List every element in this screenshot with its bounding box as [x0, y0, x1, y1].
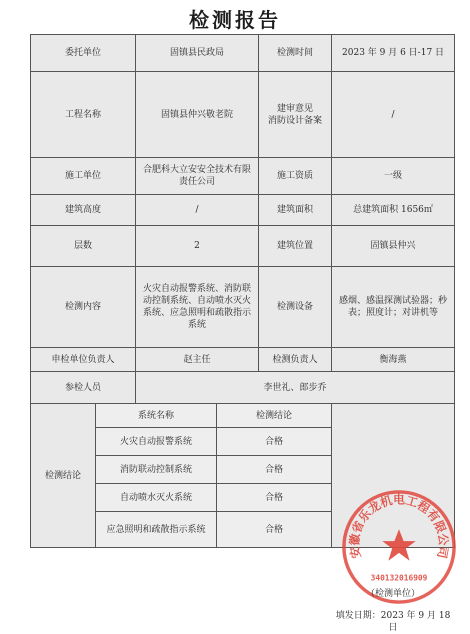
participants-label: 参检人员 — [31, 372, 136, 404]
floors-label: 层数 — [31, 226, 136, 267]
system-result: 合格 — [217, 512, 332, 548]
report-title: 检测报告 — [189, 8, 281, 32]
contractor-value: 合肥科大立安安全技术有限责任公司 — [136, 158, 259, 195]
design-review-value: / — [332, 72, 455, 158]
system-result: 合格 — [217, 428, 332, 456]
contractor-label: 施工单位 — [31, 158, 136, 195]
height-label: 建筑高度 — [31, 195, 136, 226]
system-name: 消防联动控制系统 — [96, 456, 217, 484]
row-height — [31, 195, 455, 226]
seal-text: 安徽省乐龙机电工程有限公司 — [347, 492, 451, 560]
equipment-value: 感烟、感温探测试验器；秒表；照度计；对讲机等 — [332, 267, 455, 348]
row-floors — [31, 226, 455, 267]
content-value: 火灾自动报警系统、消防联动控制系统、自动喷水灭火系统、应急照明和疏散指示系统 — [136, 267, 259, 348]
client-label: 委托单位 — [31, 35, 136, 72]
qualification-value: 一级 — [332, 158, 455, 195]
design-review-label: 建审意见 消防设计备案 — [259, 72, 332, 158]
system-name: 自动喷水灭火系统 — [96, 484, 217, 512]
qualification-label: 施工资质 — [259, 158, 332, 195]
floors-value: 2 — [136, 226, 259, 267]
row-project — [31, 72, 455, 158]
equipment-label: 检测设备 — [259, 267, 332, 348]
system-result: 合格 — [217, 484, 332, 512]
area-label: 建筑面积 — [259, 195, 332, 226]
seal-star-icon — [382, 529, 415, 560]
applicant-head-value: 赵主任 — [136, 348, 259, 372]
height-value: / — [136, 195, 259, 226]
inspection-time-value: 2023 年 9 月 6 日-17 日 — [332, 35, 455, 72]
area-value: 总建筑面积 1656㎡ — [332, 195, 455, 226]
conclusion-header-row — [31, 404, 455, 428]
client-value: 固镇县民政局 — [136, 35, 259, 72]
seal-area — [332, 404, 455, 633]
row-content — [31, 267, 455, 348]
system-name: 应急照明和疏散指示系统 — [96, 512, 217, 548]
applicant-head-label: 申检单位负责人 — [31, 348, 136, 372]
project-label: 工程名称 — [31, 72, 136, 158]
inspection-time-label: 检测时间 — [259, 35, 332, 72]
project-value: 固镇县仲兴敬老院 — [136, 72, 259, 158]
inspection-head-value: 衡海燕 — [332, 348, 455, 372]
conclusion-label: 检测结论 — [31, 404, 96, 548]
system-name: 火灾自动报警系统 — [96, 428, 217, 456]
inspection-unit-note: （检测单位） — [366, 588, 421, 599]
system-name-header: 系统名称 — [96, 404, 217, 428]
issue-date: 填发日期：2023 年 9 月 18 日 — [335, 610, 451, 633]
row-client — [31, 35, 455, 72]
location-value: 固镇县仲兴 — [332, 226, 455, 267]
content-label: 检测内容 — [31, 267, 136, 348]
location-label: 建筑位置 — [259, 226, 332, 267]
system-result: 合格 — [217, 456, 332, 484]
participants-value: 李世礼、郎步乔 — [136, 372, 455, 404]
row-responsible — [31, 348, 455, 372]
inspection-table — [30, 34, 455, 633]
row-contractor — [31, 158, 455, 195]
row-participants — [31, 372, 455, 404]
seal-number: 340132016909 — [370, 572, 428, 582]
result-header: 检测结论 — [217, 404, 332, 428]
inspection-head-label: 检测负责人 — [259, 348, 332, 372]
